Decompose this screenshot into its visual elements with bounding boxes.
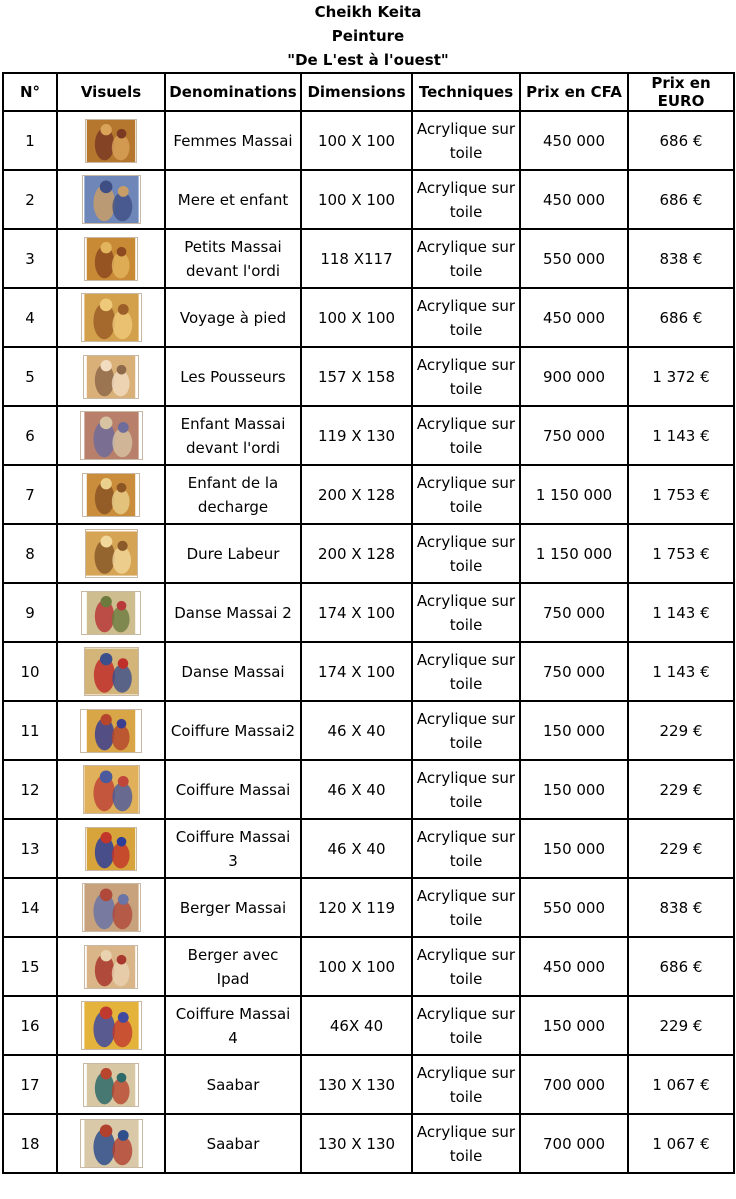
artwork-technique — [412, 347, 520, 406]
thumbnail-head — [101, 832, 112, 843]
row-number: 10 — [3, 642, 57, 701]
row-number: 17 — [3, 1055, 57, 1114]
artwork-name — [165, 229, 301, 288]
artwork-technique — [412, 1055, 520, 1114]
thumbnail-head-2 — [117, 894, 128, 905]
table-header-row — [3, 73, 734, 111]
artwork-technique — [412, 819, 520, 878]
price-cfa: 750 000 — [520, 642, 628, 701]
collection-title: "De L'est à l'ouest" — [287, 51, 449, 69]
thumbnail-head — [101, 360, 112, 371]
artwork-name — [165, 1055, 301, 1114]
artwork-dimensions: 200 X 128 — [301, 465, 412, 524]
artwork-name — [165, 701, 301, 760]
row-number: 6 — [3, 406, 57, 465]
artwork-thumbnail-cell — [57, 111, 165, 170]
table-row — [3, 1055, 734, 1114]
price-euro: 838 € — [628, 229, 734, 288]
artwork-name — [165, 288, 301, 347]
artwork-thumbnail-cell — [57, 229, 165, 288]
artwork-name — [165, 406, 301, 465]
artwork-thumbnail-cell — [57, 583, 165, 642]
artwork-technique-text: Acrylique sur toile — [416, 591, 516, 634]
artwork-thumbnail — [84, 945, 138, 989]
artwork-name-text: Coiffure Massai2 — [170, 721, 296, 740]
document-header — [0, 0, 736, 72]
thumbnail-head — [99, 1007, 112, 1020]
artwork-technique — [412, 937, 520, 996]
artwork-technique-text: Acrylique sur toile — [416, 355, 516, 398]
artwork-thumbnail-cell — [57, 819, 165, 878]
thumbnail-head-2 — [117, 718, 127, 728]
row-number: 8 — [3, 524, 57, 583]
artwork-name — [165, 583, 301, 642]
artwork-thumbnail-cell — [57, 760, 165, 819]
artwork-name-text: Mere et enfant — [177, 190, 289, 209]
category-title: Peinture — [331, 27, 405, 45]
artwork-thumbnail — [84, 647, 139, 696]
row-number: 13 — [3, 819, 57, 878]
row-number: 9 — [3, 583, 57, 642]
thumbnail-head-2 — [117, 364, 127, 374]
artwork-technique — [412, 288, 520, 347]
artwork-name — [165, 937, 301, 996]
artwork-name-text: Danse Massai — [181, 662, 285, 681]
price-cfa: 150 000 — [520, 996, 628, 1055]
thumbnail-head-2 — [117, 246, 127, 256]
column-header-denominations: Denominations — [165, 73, 301, 111]
thumbnail-head — [101, 950, 112, 961]
artwork-name-text: Saabar — [206, 1134, 260, 1153]
artwork-name — [165, 1114, 301, 1173]
artwork-technique — [412, 642, 520, 701]
artwork-technique — [412, 111, 520, 170]
table-row — [3, 465, 734, 524]
row-number: 11 — [3, 701, 57, 760]
price-cfa: 450 000 — [520, 111, 628, 170]
price-euro: 1 143 € — [628, 642, 734, 701]
row-number: 14 — [3, 878, 57, 937]
artwork-thumbnail-cell — [57, 642, 165, 701]
artwork-thumbnail — [82, 883, 141, 932]
artwork-thumbnail — [82, 473, 140, 517]
artwork-dimensions: 100 X 100 — [301, 288, 412, 347]
artwork-dimensions: 46 X 40 — [301, 819, 412, 878]
artwork-dimensions: 174 X 100 — [301, 642, 412, 701]
artwork-thumbnail — [83, 765, 140, 814]
price-euro: 229 € — [628, 701, 734, 760]
artwork-thumbnail-cell — [57, 406, 165, 465]
table-row — [3, 1114, 734, 1173]
artwork-technique-text: Acrylique sur toile — [416, 1063, 516, 1106]
price-euro: 686 € — [628, 111, 734, 170]
table-row — [3, 642, 734, 701]
artwork-name — [165, 819, 301, 878]
artwork-name-text: Enfant Massai devant l'ordi — [180, 414, 286, 457]
artwork-name-text: Enfant de la decharge — [187, 473, 279, 516]
column-header-price-cfa: Prix en CFA — [520, 73, 628, 111]
artwork-technique-text: Acrylique sur toile — [416, 709, 516, 752]
artwork-technique-text: Acrylique sur toile — [416, 532, 516, 575]
thumbnail-head-2 — [117, 1130, 128, 1141]
artwork-name — [165, 524, 301, 583]
artwork-name-text: Danse Massai 2 — [174, 603, 292, 622]
artwork-technique-text: Acrylique sur toile — [416, 1004, 516, 1047]
thumbnail-head-2 — [117, 482, 127, 492]
artwork-technique-text: Acrylique sur toile — [416, 827, 516, 870]
thumbnail-head — [99, 299, 112, 312]
price-euro: 229 € — [628, 760, 734, 819]
column-header-price-euro: Prix en EURO — [628, 73, 734, 111]
artwork-technique-text: Acrylique sur toile — [416, 414, 516, 457]
price-euro: 686 € — [628, 170, 734, 229]
row-number: 3 — [3, 229, 57, 288]
table-row — [3, 996, 734, 1055]
price-euro: 686 € — [628, 288, 734, 347]
thumbnail-head — [99, 1125, 112, 1138]
column-header-dimensions: Dimensions — [301, 73, 412, 111]
artwork-name — [165, 760, 301, 819]
thumbnail-head-2 — [117, 186, 128, 197]
thumbnail-head-2 — [117, 1072, 127, 1082]
artwork-name-text: Coiffure Massai 3 — [175, 827, 291, 870]
thumbnail-head-2 — [117, 836, 127, 846]
artwork-thumbnail — [85, 529, 138, 578]
thumbnail-head — [99, 889, 112, 902]
artwork-technique — [412, 878, 520, 937]
row-number: 15 — [3, 937, 57, 996]
artwork-name — [165, 996, 301, 1055]
price-euro: 1 143 € — [628, 406, 734, 465]
thumbnail-head — [100, 653, 112, 665]
artwork-thumbnail-cell — [57, 1055, 165, 1114]
row-number: 16 — [3, 996, 57, 1055]
artwork-thumbnail-cell — [57, 465, 165, 524]
table-row — [3, 701, 734, 760]
price-euro: 1 067 € — [628, 1055, 734, 1114]
price-cfa: 750 000 — [520, 406, 628, 465]
thumbnail-head — [101, 478, 112, 489]
artwork-dimensions: 46X 40 — [301, 996, 412, 1055]
table-row — [3, 583, 734, 642]
table-row — [3, 524, 734, 583]
row-number: 4 — [3, 288, 57, 347]
row-number: 7 — [3, 465, 57, 524]
price-euro: 229 € — [628, 819, 734, 878]
artwork-name — [165, 878, 301, 937]
artwork-technique-text: Acrylique sur toile — [416, 178, 516, 221]
price-euro: 838 € — [628, 878, 734, 937]
artwork-name-text: Berger avec Ipad — [187, 945, 279, 988]
artwork-thumbnail — [85, 827, 137, 871]
artwork-technique-text: Acrylique sur toile — [416, 119, 516, 162]
artist-name: Cheikh Keita — [314, 3, 422, 21]
column-header-techniques: Techniques — [412, 73, 520, 111]
artwork-technique-text: Acrylique sur toile — [416, 945, 516, 988]
price-cfa: 150 000 — [520, 760, 628, 819]
price-cfa: 700 000 — [520, 1114, 628, 1173]
artwork-name — [165, 465, 301, 524]
artwork-dimensions: 100 X 100 — [301, 937, 412, 996]
artwork-thumbnail-cell — [57, 1114, 165, 1173]
artwork-technique — [412, 524, 520, 583]
table-row — [3, 760, 734, 819]
artwork-name-text: Voyage à pied — [179, 308, 287, 327]
table-row — [3, 229, 734, 288]
row-number: 5 — [3, 347, 57, 406]
artwork-technique — [412, 996, 520, 1055]
artwork-dimensions: 200 X 128 — [301, 524, 412, 583]
price-cfa: 1 150 000 — [520, 524, 628, 583]
artwork-name — [165, 111, 301, 170]
artwork-thumbnail — [84, 237, 138, 281]
artwork-thumbnail-cell — [57, 701, 165, 760]
artwork-name-text: Dure Labeur — [186, 544, 280, 563]
artwork-dimensions: 100 X 100 — [301, 170, 412, 229]
artwork-name — [165, 170, 301, 229]
artwork-price-table — [2, 72, 735, 1174]
artwork-thumbnail — [81, 293, 142, 342]
artwork-dimensions: 46 X 40 — [301, 760, 412, 819]
artwork-dimensions: 46 X 40 — [301, 701, 412, 760]
artwork-name-text: Petits Massai devant l'ordi — [184, 237, 282, 280]
artwork-name-text: Berger Massai — [179, 898, 287, 917]
artwork-thumbnail — [83, 355, 139, 399]
thumbnail-head — [101, 242, 112, 253]
column-header-number: N° — [3, 73, 57, 111]
artwork-dimensions: 100 X 100 — [301, 111, 412, 170]
artwork-thumbnail — [85, 119, 137, 163]
artwork-thumbnail-cell — [57, 878, 165, 937]
artwork-thumbnail-cell — [57, 170, 165, 229]
artwork-thumbnail-cell — [57, 347, 165, 406]
price-euro: 1 067 € — [628, 1114, 734, 1173]
artwork-technique — [412, 583, 520, 642]
artwork-technique-text: Acrylique sur toile — [416, 237, 516, 280]
thumbnail-head — [99, 417, 112, 430]
table-row — [3, 347, 734, 406]
artwork-technique-text: Acrylique sur toile — [416, 296, 516, 339]
price-cfa: 550 000 — [520, 229, 628, 288]
artwork-thumbnail — [83, 1063, 139, 1107]
thumbnail-head-2 — [117, 658, 128, 669]
row-number: 12 — [3, 760, 57, 819]
thumbnail-head-2 — [117, 776, 128, 787]
artwork-thumbnail — [80, 1119, 143, 1168]
price-euro: 1 753 € — [628, 465, 734, 524]
artwork-technique-text: Acrylique sur toile — [416, 1122, 516, 1165]
artwork-name-text: Coiffure Massai — [175, 780, 291, 799]
artwork-name-text: Saabar — [206, 1075, 260, 1094]
table-row — [3, 937, 734, 996]
artwork-dimensions: 130 X 130 — [301, 1055, 412, 1114]
thumbnail-head — [99, 771, 112, 784]
artwork-name-text: Les Pousseurs — [180, 367, 286, 386]
artwork-technique — [412, 1114, 520, 1173]
price-cfa: 1 150 000 — [520, 465, 628, 524]
thumbnail-head — [99, 181, 112, 194]
table-row — [3, 406, 734, 465]
table-row — [3, 288, 734, 347]
thumbnail-head — [101, 1068, 112, 1079]
artwork-thumbnail — [81, 1001, 142, 1050]
artwork-dimensions: 120 X 119 — [301, 878, 412, 937]
table-row — [3, 111, 734, 170]
price-euro: 1 753 € — [628, 524, 734, 583]
thumbnail-head-2 — [117, 422, 128, 433]
row-number: 1 — [3, 111, 57, 170]
thumbnail-head — [101, 714, 112, 725]
thumbnail-head — [100, 536, 112, 548]
artwork-thumbnail-cell — [57, 288, 165, 347]
artwork-technique-text: Acrylique sur toile — [416, 768, 516, 811]
artwork-technique-text: Acrylique sur toile — [416, 650, 516, 693]
column-header-visuals: Visuels — [57, 73, 165, 111]
artwork-technique — [412, 170, 520, 229]
price-cfa: 450 000 — [520, 170, 628, 229]
thumbnail-head — [101, 596, 112, 607]
price-cfa: 700 000 — [520, 1055, 628, 1114]
thumbnail-head-2 — [117, 304, 128, 315]
artwork-name-text: Coiffure Massai 4 — [175, 1004, 291, 1047]
price-euro: 1 372 € — [628, 347, 734, 406]
price-euro: 1 143 € — [628, 583, 734, 642]
artwork-dimensions: 174 X 100 — [301, 583, 412, 642]
table-row — [3, 878, 734, 937]
artwork-dimensions: 157 X 158 — [301, 347, 412, 406]
price-cfa: 450 000 — [520, 288, 628, 347]
price-cfa: 550 000 — [520, 878, 628, 937]
artwork-thumbnail — [82, 175, 141, 224]
thumbnail-head-2 — [117, 1012, 128, 1023]
artwork-technique — [412, 701, 520, 760]
artwork-technique — [412, 406, 520, 465]
table-row — [3, 819, 734, 878]
thumbnail-head-2 — [117, 954, 127, 964]
price-cfa: 450 000 — [520, 937, 628, 996]
artwork-thumbnail-cell — [57, 937, 165, 996]
price-cfa: 900 000 — [520, 347, 628, 406]
thumbnail-head-2 — [117, 541, 127, 551]
price-euro: 229 € — [628, 996, 734, 1055]
artwork-technique — [412, 465, 520, 524]
artwork-technique — [412, 760, 520, 819]
table-row — [3, 170, 734, 229]
price-cfa: 150 000 — [520, 701, 628, 760]
artwork-dimensions: 118 X117 — [301, 229, 412, 288]
thumbnail-head-2 — [117, 600, 127, 610]
thumbnail-head — [101, 124, 112, 135]
artwork-thumbnail-cell — [57, 996, 165, 1055]
artwork-technique-text: Acrylique sur toile — [416, 473, 516, 516]
artwork-technique-text: Acrylique sur toile — [416, 886, 516, 929]
artwork-thumbnail — [81, 591, 141, 635]
artwork-thumbnail — [80, 411, 143, 460]
price-euro: 686 € — [628, 937, 734, 996]
artwork-dimensions: 130 X 130 — [301, 1114, 412, 1173]
artwork-thumbnail-cell — [57, 524, 165, 583]
price-cfa: 750 000 — [520, 583, 628, 642]
artwork-thumbnail — [80, 709, 142, 753]
artwork-dimensions: 119 X 130 — [301, 406, 412, 465]
artwork-technique — [412, 229, 520, 288]
row-number: 18 — [3, 1114, 57, 1173]
artwork-name — [165, 642, 301, 701]
artwork-name — [165, 347, 301, 406]
row-number: 2 — [3, 170, 57, 229]
artwork-name-text: Femmes Massai — [173, 131, 293, 150]
thumbnail-head-2 — [117, 128, 127, 138]
price-cfa: 150 000 — [520, 819, 628, 878]
